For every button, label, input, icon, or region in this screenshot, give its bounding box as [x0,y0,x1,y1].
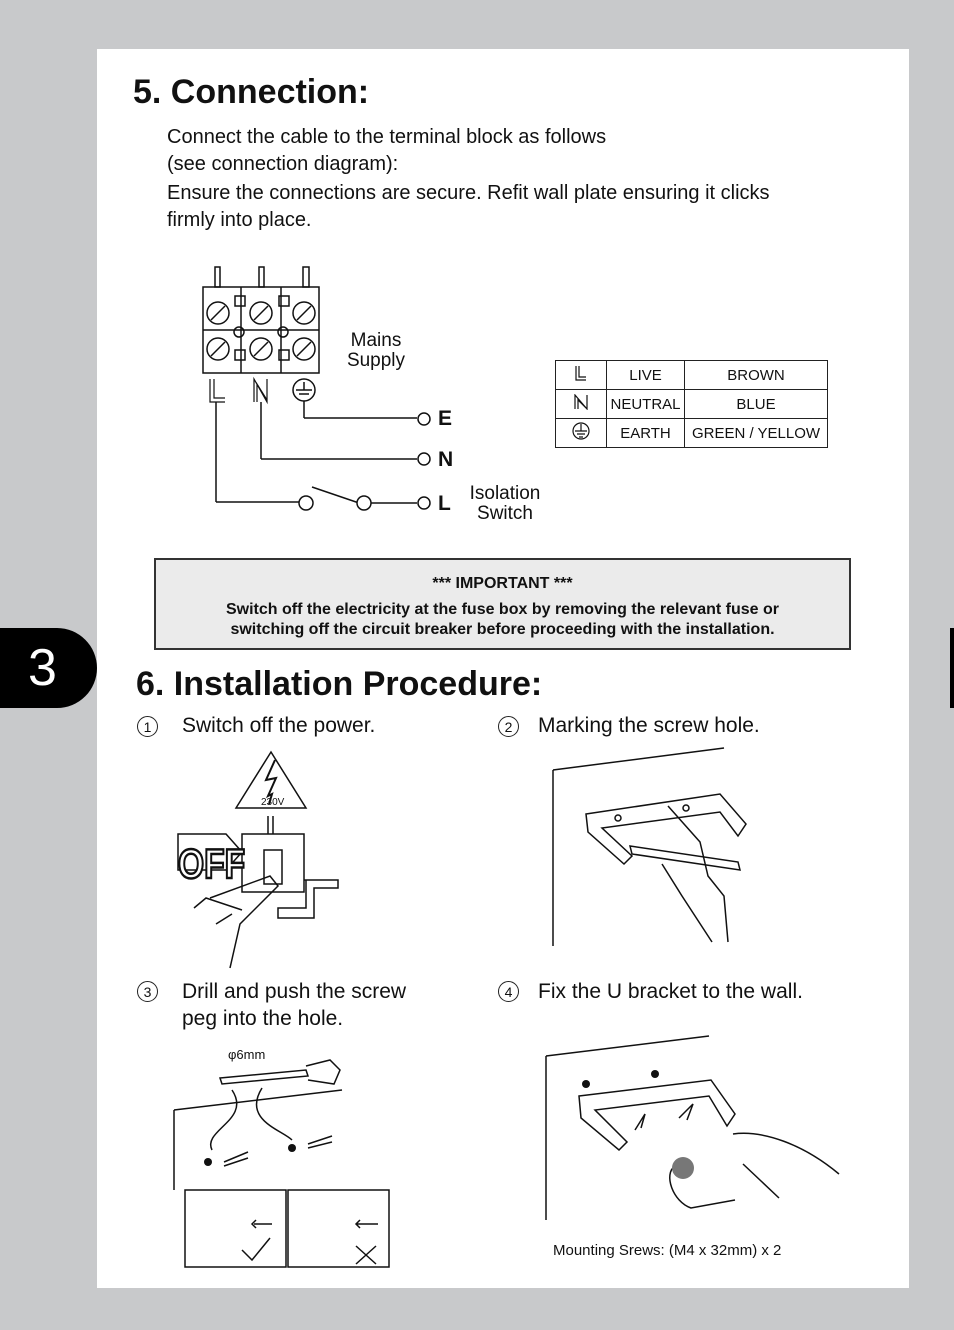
voltage-label: 230V [261,797,285,808]
edge-mark [950,628,954,708]
live-letter: L [438,492,451,515]
step3-number: 3 [137,981,158,1002]
step4-text: Fix the U bracket to the wall. [538,980,803,1003]
legend-row-neutral [556,390,828,419]
live-symbol-icon [556,361,607,390]
important-line2: switching off the circuit breaker before proceeding with the installation. [230,621,775,638]
switch-off-illustration [170,748,350,976]
important-notice [154,558,851,650]
off-label: OFF [178,841,246,888]
section5-line4: firmly into place. [167,209,312,231]
legend-colour: BLUE [685,390,828,419]
isolation-label-2: Switch [477,503,533,524]
step1-text: Switch off the power. [182,714,376,737]
legend-colour: BROWN [685,361,828,390]
important-line1: Switch off the electricity at the fuse box by removing the relevant fuse or [225,601,779,618]
neutral-letter: N [438,448,454,471]
section6-title: 6. Installation Procedure: [136,665,543,703]
drill-illustration [172,1040,392,1272]
step3-text-2: peg into the hole. [182,1007,344,1030]
mains-label-1: Mains [350,330,402,351]
legend-name: NEUTRAL [607,390,685,419]
earth-letter: E [438,407,453,430]
wiring-legend-table [555,360,828,448]
marking-illustration [550,746,770,951]
legend-colour: GREEN / YELLOW [685,419,828,448]
section5-line2: (see connection diagram): [167,153,399,175]
legend-name: LIVE [607,361,685,390]
legend-row-live [556,361,828,390]
bracket-illustration [543,1034,843,1234]
mains-label-2: Supply [346,350,406,371]
important-heading: *** IMPORTANT *** [432,575,573,592]
isolation-label-1: Isolation [469,483,541,504]
neutral-symbol-icon [556,390,607,419]
section5-line1: Connect the cable to the terminal block as follows [167,126,607,148]
legend-name: EARTH [607,419,685,448]
step3-text-1: Drill and push the screw [182,980,407,1003]
legend-row-earth [556,419,828,448]
step1-number: 1 [137,716,158,737]
step2-text: Marking the screw hole. [538,714,760,737]
connection-diagram [195,262,465,522]
earth-symbol-icon [556,419,607,448]
step4-number: 4 [498,981,519,1002]
drill-size-label: φ6mm [228,1047,266,1062]
section5-line3: Ensure the connections are secure. Refit wall plate ensuring it clicks [167,182,770,204]
step2-number: 2 [498,716,519,737]
page-number-tab: 3 [0,628,97,708]
mounting-note: Mounting Srews: (M4 x 32mm) x 2 [553,1242,782,1259]
section5-title: 5. Connection: [133,73,370,111]
